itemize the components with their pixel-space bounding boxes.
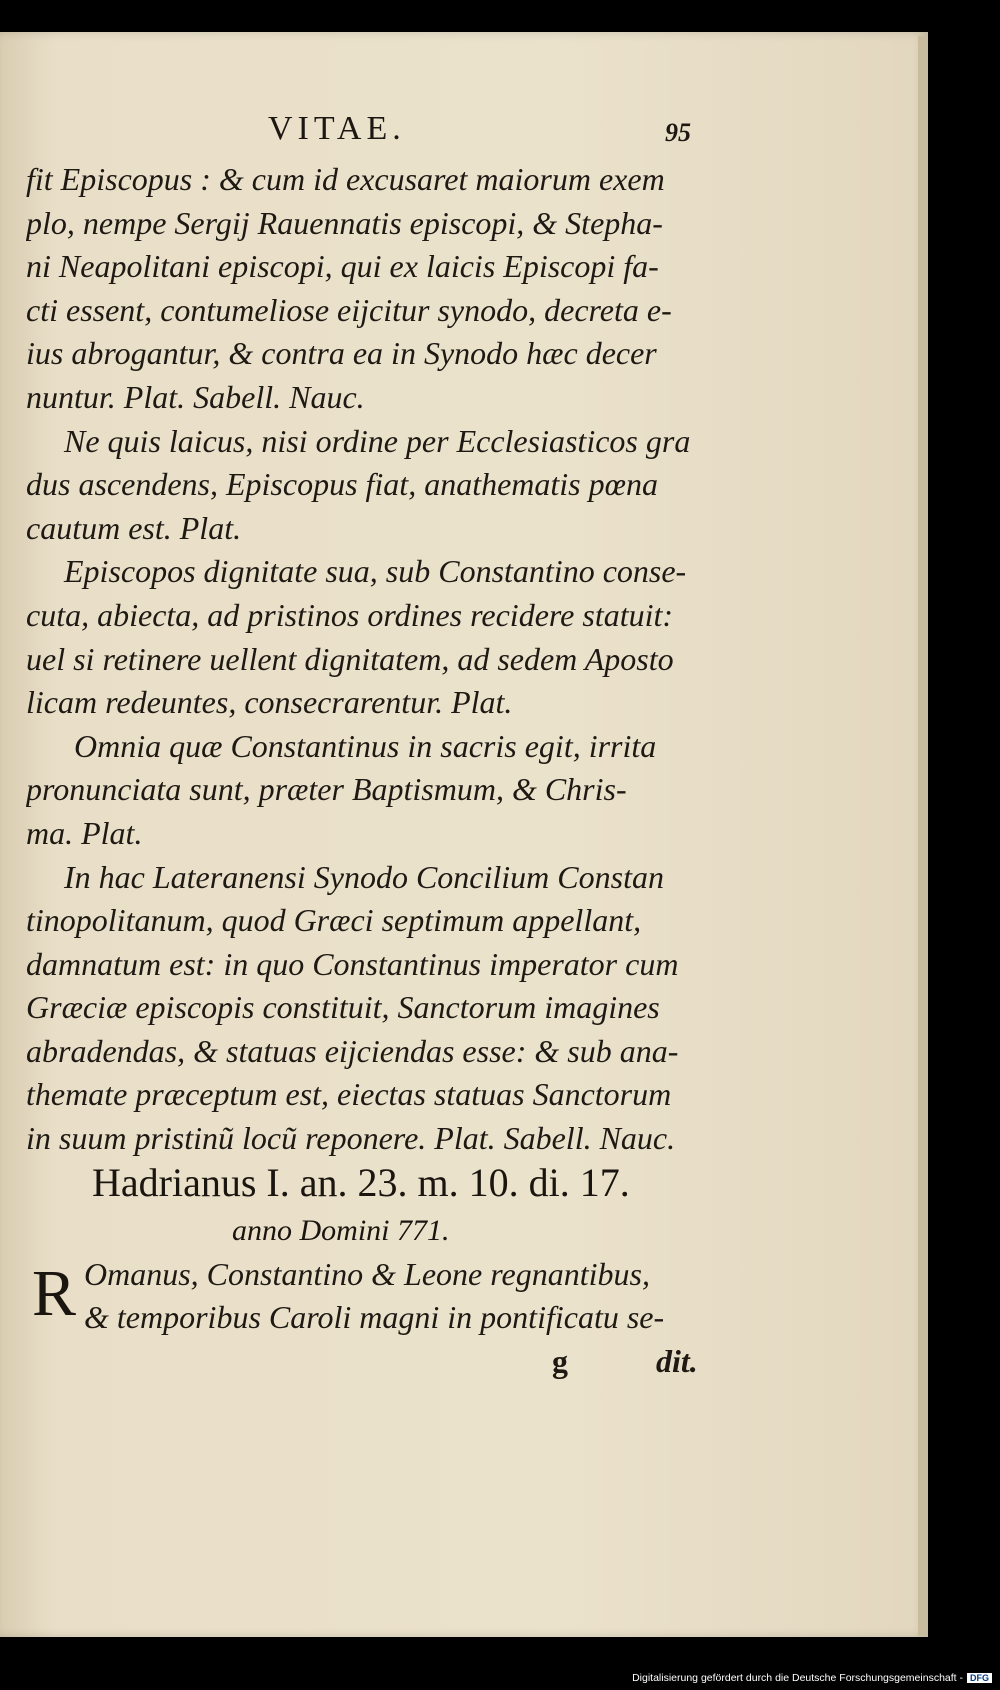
text-line: pronunciata sunt, præter Baptismum, & Chris- — [26, 771, 627, 808]
text-line: Omanus, Constantino & Leone regnantibus, — [84, 1255, 650, 1292]
paragraph-3 — [26, 550, 716, 724]
text-line: fit Episcopus : & cum id excusaret maiorum exem — [26, 161, 665, 197]
drop-cap: R — [32, 1256, 77, 1330]
page-number: 95 — [665, 118, 691, 147]
credit-text: Digitalisierung gefördert durch die Deutsche Forschungsgemeinschaft - — [632, 1672, 963, 1684]
text-line: cautum est. Plat. — [26, 509, 242, 546]
text-line: In hac Lateranensi Synodo Concilium Constan — [64, 858, 664, 895]
running-head: VITAE. — [268, 110, 406, 147]
section-heading: Hadrianus I. an. 23. m. 10. di. 17. — [92, 1159, 630, 1205]
text-line: uel si retinere uellent dignitatem, ad sedem Aposto — [26, 640, 674, 677]
text-line: plo, nempe Sergij Rauennatis episcopi, & Stepha- — [26, 204, 663, 241]
text-line: ni Neapolitani episcopi, qui ex laicis Episcopi fa- — [26, 248, 659, 285]
section-subheading: anno Domini 771. — [232, 1213, 450, 1247]
catchword: dit. — [656, 1342, 698, 1379]
body-text — [26, 158, 716, 1384]
paragraph-2 — [26, 420, 716, 551]
text-line: ius abrogantur, & contra ea in Synodo hæc decer — [26, 335, 657, 372]
paragraph-5 — [26, 856, 716, 1161]
text-line: dus ascendens, Episcopus fiat, anathematis pœna — [26, 466, 658, 503]
text-line: nuntur. Plat. Sabell. Nauc. — [26, 378, 365, 415]
text-line: abradendas, & statuas eijciendas esse: & sub ana- — [26, 1032, 679, 1069]
section-paragraph — [26, 1253, 716, 1340]
text-line: damnatum est: in quo Constantinus imperator cum — [26, 945, 679, 982]
text-line: Omnia quæ Constantinus in sacris egit, irrita — [74, 727, 657, 764]
text-line: Ne quis laicus, nisi ordine per Ecclesiasticos gra — [64, 422, 691, 459]
catchword-line — [26, 1340, 716, 1384]
text-line: Græciæ episcopis constituit, Sanctorum imagines — [26, 989, 660, 1026]
text-line: & temporibus Caroli magni in pontificatu se- — [84, 1299, 665, 1336]
page-header — [0, 80, 928, 147]
text-line: ma. Plat. — [26, 814, 143, 851]
text-line: in suum pristinũ locũ reponere. Plat. Sabell. Nauc. — [26, 1120, 676, 1157]
dropcap-lines — [26, 1253, 716, 1340]
page-edge — [918, 36, 926, 1636]
signature-mark: g — [552, 1342, 568, 1379]
text-line: tinopolitanum, quod Græci septimum appellant, — [26, 902, 642, 939]
dfg-logo-icon: DFG — [967, 1673, 992, 1683]
paragraph-4 — [26, 725, 716, 856]
text-line: licam redeuntes, consecrarentur. Plat. — [26, 684, 513, 721]
paragraph-1 — [26, 158, 716, 420]
text-line: cti essent, contumeliose eijcitur synodo, decreta e- — [26, 291, 672, 328]
text-line: themate præceptum est, eiectas statuas Sanctorum — [26, 1076, 672, 1113]
digitization-credit — [632, 1672, 992, 1684]
text-line: cuta, abiecta, ad pristinos ordines recidere statuit: — [26, 596, 674, 633]
text-line: Episcopos dignitate sua, sub Constantino conse- — [64, 553, 687, 590]
